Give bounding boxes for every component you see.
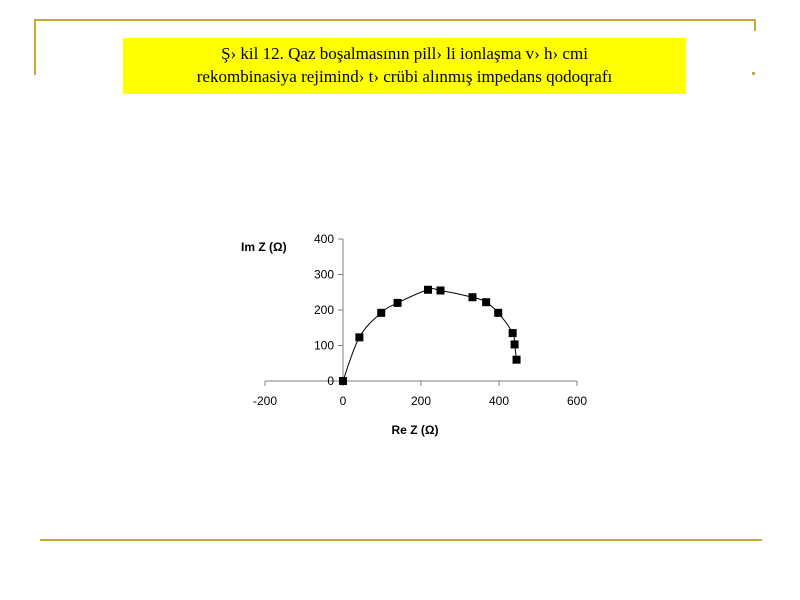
x-axis-title: Re Z (Ω) (391, 423, 439, 437)
y-tick-label: 400 (313, 232, 334, 246)
data-point (494, 309, 502, 317)
x-tick-label: -200 (252, 394, 278, 408)
series-line (343, 289, 517, 381)
data-point (355, 333, 363, 341)
data-point (424, 286, 432, 294)
chart-axes (253, 232, 587, 408)
x-tick-label: 0 (339, 394, 347, 408)
slide-title-line-2: rekombinasiya rejimind› t› crübi alınmış impedans qodoqrafı (196, 67, 613, 86)
data-point (437, 286, 445, 294)
y-axis-title: Im Z (Ω) (241, 240, 287, 254)
data-point (394, 299, 402, 307)
y-tick-label: 100 (313, 338, 334, 353)
data-point (513, 356, 521, 364)
x-tick-label: 400 (488, 394, 510, 408)
y-tick-label: 200 (313, 303, 334, 317)
slide-title-line-1: Ş› kil 12. Qaz boşalmasının pill› li ionlaşma v› h› cmi (221, 44, 588, 63)
chart-markers-group (339, 286, 521, 385)
data-point (509, 329, 517, 337)
data-point (339, 377, 347, 385)
x-tick-label: 200 (410, 394, 432, 408)
y-tick-label: 300 (313, 267, 334, 282)
x-tick-label: 600 (566, 394, 588, 408)
data-point (511, 340, 519, 348)
data-point (377, 309, 385, 317)
chart-curve-group (343, 289, 517, 381)
data-point (482, 298, 490, 306)
y-tick-label: 0 (327, 374, 334, 388)
data-point (468, 293, 476, 301)
